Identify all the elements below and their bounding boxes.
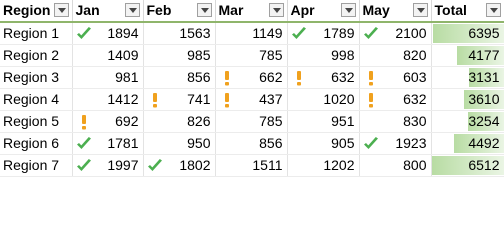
cell-value: 603 (403, 69, 427, 85)
total-cell[interactable] (431, 22, 504, 44)
cell-value: 1894 (107, 25, 139, 42)
value-cell[interactable] (143, 66, 215, 88)
header-label: Feb (146, 1, 172, 18)
region-cell[interactable]: Region 4 (0, 88, 72, 110)
value-cell[interactable] (215, 110, 287, 132)
cell-value: 785 (259, 113, 283, 129)
value-cell[interactable] (143, 110, 215, 132)
cell-value: 1020 (323, 91, 355, 107)
cell-value: 1202 (323, 157, 355, 173)
filter-dropdown-icon[interactable] (341, 3, 356, 17)
value-cell[interactable] (359, 132, 431, 154)
value-cell[interactable] (215, 132, 287, 154)
cell-value: 856 (187, 69, 211, 85)
cell-value: 2100 (395, 25, 427, 42)
region-cell[interactable]: Region 5 (0, 110, 72, 132)
cell-value: 951 (331, 113, 355, 129)
cell-value: 632 (331, 69, 355, 85)
check-icon (290, 25, 308, 43)
total-value: 3610 (468, 91, 500, 107)
value-cell[interactable] (215, 154, 287, 176)
exclaim-icon (146, 91, 164, 109)
header-label: Total (434, 1, 467, 18)
table-row (0, 88, 504, 110)
table-row (0, 66, 504, 88)
exclaim-icon (362, 91, 380, 109)
header-label: Region (3, 1, 51, 18)
total-value: 6395 (468, 25, 500, 42)
value-cell[interactable] (287, 88, 359, 110)
cell-value: 1412 (107, 91, 139, 107)
cell-value: 905 (331, 135, 355, 151)
filter-dropdown-icon[interactable] (413, 3, 428, 17)
value-cell[interactable] (143, 154, 215, 176)
value-cell[interactable] (359, 110, 431, 132)
header-total (431, 0, 504, 22)
cell-value: 1997 (107, 157, 139, 173)
value-cell[interactable] (72, 66, 143, 88)
cell-value: 826 (187, 113, 211, 129)
value-cell[interactable] (143, 132, 215, 154)
filter-dropdown-icon[interactable] (125, 3, 140, 17)
filter-dropdown-icon[interactable] (269, 3, 284, 17)
exclaim-icon (218, 69, 236, 87)
value-cell[interactable] (359, 88, 431, 110)
cell-value: 1781 (107, 135, 139, 151)
check-icon (362, 25, 380, 43)
value-cell[interactable] (287, 22, 359, 44)
filter-dropdown-icon[interactable] (486, 3, 501, 17)
region-cell[interactable]: Region 7 (0, 154, 72, 176)
total-cell[interactable] (431, 44, 504, 66)
region-cell[interactable]: Region 2 (0, 44, 72, 66)
cell-value: 1923 (395, 135, 427, 151)
check-icon (362, 135, 380, 153)
filter-dropdown-icon[interactable] (197, 3, 212, 17)
cell-value: 950 (187, 135, 211, 151)
check-icon (75, 25, 93, 43)
value-cell[interactable] (143, 44, 215, 66)
exclaim-icon (75, 113, 93, 131)
header-label: Apr (290, 1, 315, 18)
cell-value: 632 (403, 91, 427, 107)
value-cell[interactable] (359, 66, 431, 88)
cell-value: 1802 (179, 157, 211, 173)
cell-value: 662 (259, 69, 283, 85)
value-cell[interactable] (143, 88, 215, 110)
table-row (0, 22, 504, 44)
cell-value: 1149 (252, 25, 283, 42)
exclaim-icon (218, 91, 236, 109)
cell-value: 1511 (252, 157, 283, 173)
header-mar (215, 0, 287, 22)
value-cell[interactable] (359, 154, 431, 176)
total-value: 4492 (468, 135, 500, 151)
value-cell[interactable] (72, 22, 143, 44)
exclaim-icon (362, 69, 380, 87)
total-cell[interactable] (431, 88, 504, 110)
cell-value: 800 (403, 157, 427, 173)
total-value: 6512 (468, 157, 500, 173)
cell-value: 741 (187, 91, 211, 107)
total-cell[interactable] (431, 110, 504, 132)
value-cell[interactable] (287, 110, 359, 132)
total-value: 3131 (468, 69, 500, 85)
cell-value: 830 (403, 113, 427, 129)
filter-dropdown-icon[interactable] (54, 3, 69, 17)
table-row (0, 154, 504, 176)
region-cell[interactable]: Region 1 (0, 22, 72, 44)
value-cell[interactable] (72, 44, 143, 66)
total-cell[interactable] (431, 132, 504, 154)
value-cell[interactable] (287, 154, 359, 176)
value-cell[interactable] (215, 44, 287, 66)
cell-value: 1789 (323, 25, 355, 42)
cell-value: 820 (403, 47, 427, 63)
value-cell[interactable] (359, 22, 431, 44)
header-region (0, 0, 72, 22)
value-cell[interactable] (215, 66, 287, 88)
check-icon (75, 135, 93, 153)
value-cell[interactable] (215, 88, 287, 110)
cell-value: 985 (187, 47, 211, 63)
cell-value: 856 (259, 135, 283, 151)
value-cell[interactable] (359, 44, 431, 66)
total-value: 3254 (468, 113, 500, 129)
cell-value: 1409 (107, 47, 139, 63)
header-row (0, 0, 504, 22)
value-cell[interactable] (72, 154, 143, 176)
value-cell[interactable] (287, 66, 359, 88)
table-row (0, 44, 504, 66)
header-jan (72, 0, 143, 22)
total-cell[interactable] (431, 66, 504, 88)
total-value: 4177 (468, 47, 500, 63)
value-cell[interactable] (287, 44, 359, 66)
value-cell[interactable] (72, 88, 143, 110)
region-cell[interactable]: Region 3 (0, 66, 72, 88)
cell-value: 785 (259, 47, 283, 63)
header-may (359, 0, 431, 22)
header-apr (287, 0, 359, 22)
exclaim-icon (290, 69, 308, 87)
table-row (0, 132, 504, 154)
header-feb (143, 0, 215, 22)
value-cell[interactable] (287, 132, 359, 154)
value-cell[interactable] (215, 22, 287, 44)
header-label: May (362, 1, 390, 18)
cell-value: 437 (259, 91, 283, 107)
value-cell[interactable] (72, 110, 143, 132)
header-label: Mar (218, 1, 244, 18)
cell-value: 1563 (179, 25, 211, 42)
value-cell[interactable] (143, 22, 215, 44)
total-cell[interactable] (431, 154, 504, 176)
header-label: Jan (75, 1, 100, 18)
value-cell[interactable] (72, 132, 143, 154)
cell-value: 692 (115, 113, 139, 129)
region-cell[interactable]: Region 6 (0, 132, 72, 154)
check-icon (146, 157, 164, 175)
table-row (0, 110, 504, 132)
cell-value: 981 (115, 69, 139, 85)
check-icon (75, 157, 93, 175)
cell-value: 998 (331, 47, 355, 63)
